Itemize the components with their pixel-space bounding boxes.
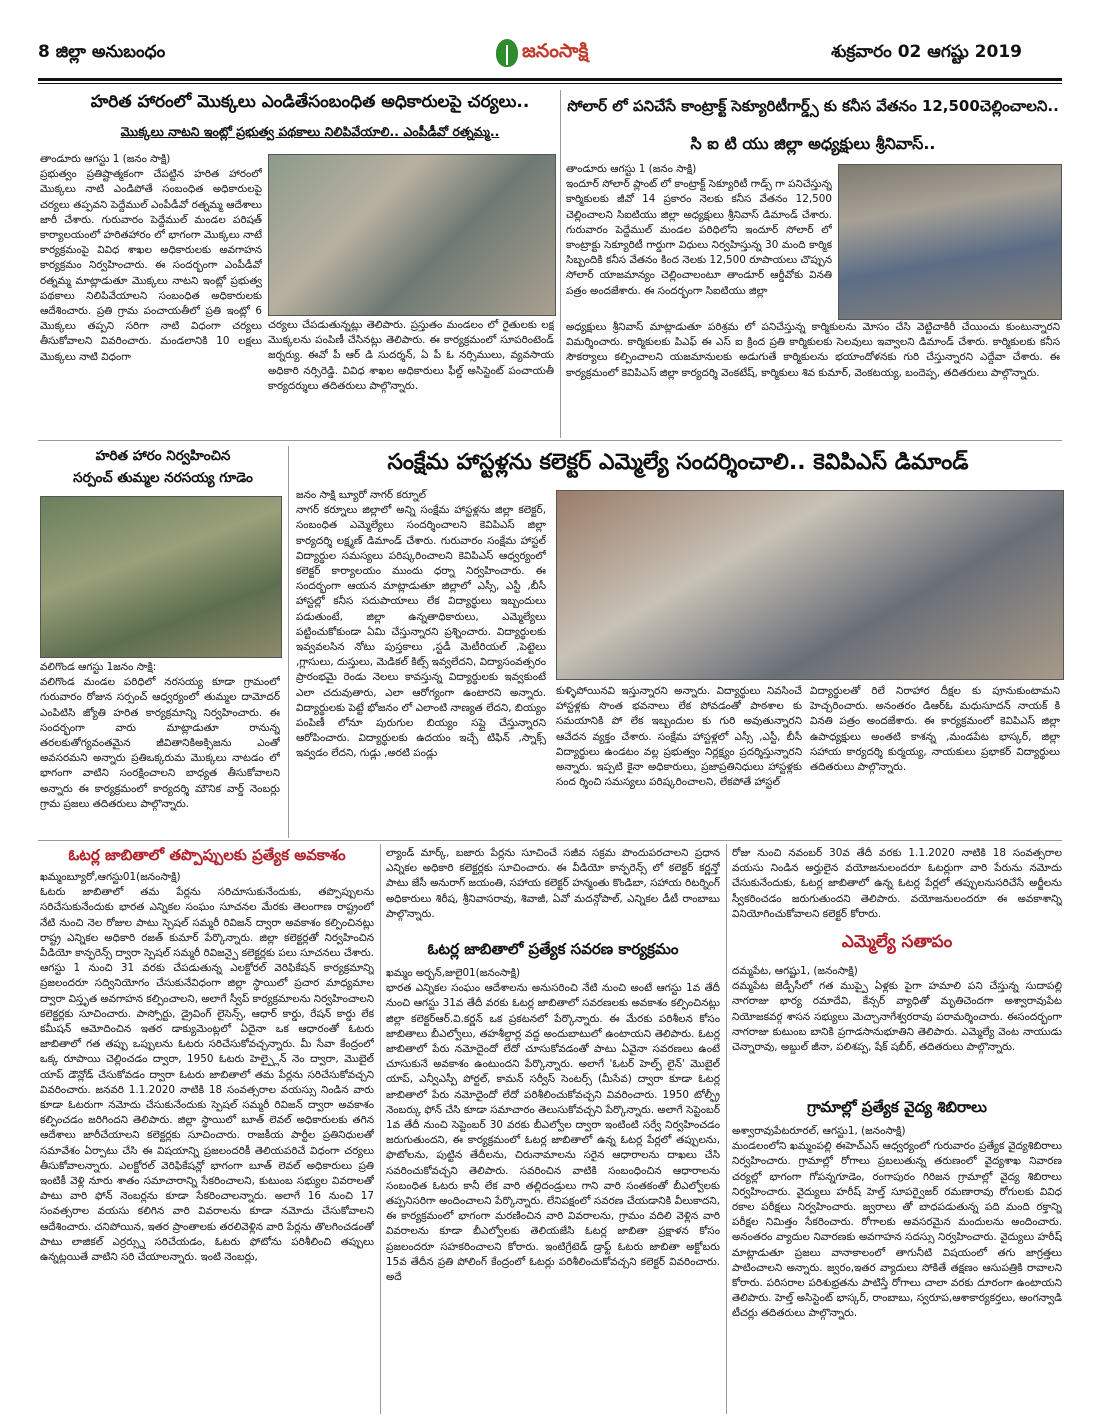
- article1-headline: హరిత హారంలో మొక్కలు ఎండితేసంబంధిత అధికారులపై చర్యలు..: [90, 92, 530, 112]
- column-divider: [380, 844, 381, 1414]
- article5-headline: ఓటర్ల జాబితాలో తప్పొప్పులకు ప్రత్యేక అవకాశం: [68, 846, 346, 864]
- article4-headline: సంక్షేమ హాస్టళ్లను కలెక్టర్ ఎమ్మెల్యే సందర్శించాలి.. కెవిపిఎస్ డిమాండ్: [387, 450, 969, 475]
- column-divider: [560, 90, 561, 438]
- newspaper-logo: [496, 36, 636, 70]
- article2-headline: సోలార్ లో పనిచేసే కాంట్రాక్ట్ సెక్యూరిటీగార్డ్స్ కు కనీస వేతనం 12,500చెల్లించాలని..: [567, 97, 1059, 115]
- article6-headline: ఓటర్ల జాబితాలో ప్రత్యేక సవరణ కార్యక్రమం: [427, 940, 679, 958]
- article3-photo: [40, 496, 282, 658]
- article4-col1: జనం సాక్షి బ్యూరో నాగర్ కర్నూల్ నాగర్ కర్నూలు జిల్లాలో అన్ని సంక్షేమ హాస్టళ్లను జిల్లా కలెక్టర్, సంబంధిత ఎమ్మెల్యేలు సందర్శించాలని కెవిపిఎస్ జిల్లా కార్యదర్శి లక్ష్మణ్ డిమాండ్ చేశారు. గురువారం సంక్షేమ హాస్టల్ విద్యార్థుల సమస్యలు పరిష్కరించాలని కెవిపిఎస్ ఆధ్వర్యంలో కలెక్టర్ కార్యాలయం ముందు ధర్నా నిర్వహించారు. ఈ సందర్భంగా ఆయన మాట్లాడుతూ జిల్లాలో ఎస్సీ, ఎస్టీ ,బీసీ హాస్టల్లో కనీస సదుపాయాలు లేక విద్యార్థులు ఇబ్బందులు పడుతుంటే, జిల్లా ఉన్నతాధికారులు, ఎమ్మెల్యేలు పట్టించుకోకుండా ఏమి చేస్తున్నారని ప్రశ్నించారు. విద్యార్థులకు ఇవ్వవలసిన నోటు పుస్తకాలు ,స్టడీ మెటీరియల్ ,పెట్టెలు ,గ్లాసులు, దుస్తులు, మెడికల్ కిట్స్ ఇవ్వలేదని, విద్యాసంవత్సరం ప్రారంభమై రెండు నెలలు కావస్తున్న విద్యార్థులకు ఇవ్వకుంటే ఎలా చదువుతారు, ఎలా ఆరోగ్యంగా ఉంటారని అన్నారు. విద్యార్థులకు పెట్టే భోజనం లో ఎలాంటి నాణ్యత లేదని, బియ్యం పంపిణీ లోనూ పురుగుల బియ్యం సప్లై చేస్తున్నారని ఆరోపించారు. విద్యార్థులకు ఉదయం ఇచ్చే టిఫిన్ ,స్నాక్స్ ఇవ్వడం లేదని, గుడ్లు ,అరటి పండ్లు: [296, 489, 546, 760]
- article7-intro: రోజు నుంచి నవంబర్ 30వ తేదీ వరకు 1.1.2020 నాటికి 18 సంవత్సరాల వయసు నిండిన అర్హులైన వయోజనులందరూ ఓటర్లుగా వారి పేరును నమోదు చేసుకునేందుకు, ఓటర్ల జాబితాలో ఉన్న ఓటర్ల పేర్లలో తప్పులనుసరిచేసే అర్జీలను స్వీకరించడం జరుగుతుందని తెలిపారు. వయోజనులందరూ ఈ అవకాశాన్ని వినియోగించుకోవాలని కలెక్టర్ కోరారు.: [732, 847, 1062, 920]
- column-divider: [288, 446, 289, 838]
- section-divider: [38, 440, 1062, 441]
- article1-subhead: మొక్కలు నాటని ఇంట్లో ప్రభుత్వ పథకాలు నిలిపివేయాలి.. ఎంపీడీవో రత్నమ్మ..: [120, 124, 500, 139]
- article3-body: వలిగొండ ఆగస్టు 1జనం సాక్షి: వలిగొండ మండల పరిధిలో నరసయ్య కూడా గ్రామంలో గురువారం రోజున సర్పంచ్ ఆధ్వర్యంలో తుమ్మల దామోదర్ ఎంపిటిసి జ్యోతి హరిత కార్యక్రమాన్ని నిర్వహించారు. ఈ సందర్భంగా వారు మాట్లాడుతూ రానున్న తరలకుతోగ్యవంతమైన జీవితానికిఅక్సిజను ఎంతో అవసరమని అన్నారు ప్రతిఒక్కరుమ మొక్కలు నాటడం లో భాగంగా వాటిని సంరక్షించాలని బాధ్యత తీసుకోవాలని అన్నారు ఈ కార్యక్రమంలో కార్యదర్శి మౌనిక వార్డ్ నెంబర్లు గ్రామ ప్రజలు తదితరులు పాల్గొన్నారు.: [40, 661, 280, 810]
- leaf-icon: [496, 39, 518, 67]
- article5-body: ఖమ్మంబ్యూరో,ఆగస్టు01(జనంసాక్షి) ఓటరు జాబితాలో తమ పేర్లను సరిచూసుకునేందుకు, తప్పొప్పులను సరిచేసుకునేందుకు భారత ఎన్నికల సంఘం సూచనల మేరకు తెలంగాణ రాష్ట్రంలో నేటి నుంచి నెల రోజుల పాటు స్పెషల్ సమ్మరీ రివిజన్ ద్వారా అవకాశం కల్పించినట్లు రాష్ట్ర ఎన్నికల అధికారి రజత్ కుమార్ పేర్కొన్నారు. జిల్లా కలెక్టర్లతో నిర్వహించిన వీడియో కాన్ఫరెన్స్ ద్వారా స్పెషల్ సమ్మరీ రివిజన్పై కలెక్టర్లకు పలు సూచనలు చేశారు. ఆగస్టు 1 నుంచి 31 వరకు చేపడుతున్న ఎలక్టోరల్ వెరిఫికేషన్ కార్యక్రమాన్ని ప్రజలందరూ సద్వినియోగం చేసుకునేవిధంగా జిల్లా స్థాయిలో ప్రచార మాధ్యమాల ద్వారా విస్తృత అవగాహన కల్పించాలని, అలాగే స్వీప్ కార్యక్రమాలను నిర్వహించాలని కలెక్టర్లకు సూచించారు. పాస్పోర్టు, డ్రైవింగ్ లైసెన్స్, ఆధార్ కార్డు, రేషన్ కార్డు లేక కమీషన్ ఆమోదించిన ఇతర డాక్యుమెంట్లలో ఏదైనా ఒక ఆధారంతో ఓటరు జాబితాలో గత తప్పు ఒప్పులను ఓటరు సరిచేసుకోవచ్చన్నారు. మీ సేవా కేంద్రంలో ఒక్క రూపాయి చెల్లించడం ద్వారా, 1950 ఓటరు హెల్ప్లైన్ నెం ద్వారా, మొబైల్ యాప్ డౌన్లోడ్ చేసుకోవడం ద్వారా ఓటరు జాబితాలో తమ పేర్లను సరిచేసుకోవచ్చని వివరించారు. జనవరి 1.1.2020 నాటికి 18 సంవత్సరాల వయస్సు నిండిన వారు కూడా ఓటరుగా నమోదు చేసుకునేందుకు స్పెషల్ సమ్మరీ రివిజన్ ద్వారా అవకాశం కల్పించడం జరిగిందని తెలిపారు. జిల్లా స్థాయిలో బూత్ లెవల్ అధికారులకు తగిన ఆదేశాలు జారీచేయాలని కలెక్టర్లకు సూచించారు. రాజకీయ పార్టీల ప్రతినిధులతో సమావేశం ఏర్పాటు చేసి ఈ విషయాన్ని ప్రజలందరికీ తెలియపరిచే విధంగా చర్యలు తీసుకోవాలన్నారు. ఎలక్టోరల్ వెరిఫికేషన్లో భాగంగా బూత్ లెవల్ అధికారులు ప్రతి ఇంటికీ వెళ్లి నూరు శాతం సమాచారాన్ని సేకరించాలని, కుటుంబ సభ్యుల వివరాలతో పాటు వారి ఫోన్ నెంబర్లను కూడా సేకరించాలన్నారు. అలాగే 16 నుంచి 17 సంవత్సరాల వయసు కలిగిన వారి వివరాలను కూడా నమోదు చేసుకోవాలని ఆదేశించారు. చనిపోయిన, ఇతర ప్రాంతాలకు తరలివెళ్లిన వారి పేర్లను తొలగించడంతో పాటు లాజికల్ ఎర్రర్స్ను సరిచేయడం, ఓటరు ఫోటోను పరిశీలించి తప్పులు ఉన్నట్లయితే వాటిని సరి చేయాలన్నారు. ఇంటి నెంబర్లు,: [40, 871, 374, 1264]
- article4-photo: [556, 490, 1064, 680]
- page-label: 8 జిల్లా అనుబంధం: [38, 42, 166, 62]
- article2-col1: తాండూరు ఆగస్టు 1 (జనం సాక్షి) ఇందూర్ సోలార్ ప్లాంట్ లో కాంట్రాక్ట్ సెక్యూరిటీ గాడ్స్ గా పనిచేస్తున్న కార్మికులకు జీవో 14 ప్రకారం నెలకు కనీస వేతనం 12,500 చెల్లించాలని సిఐటియు జిల్లా అధ్యక్షులు శ్రీనివాస్ డిమాండ్ చేశారు. గురువారం పెద్దేముల్ మండల పరిధిలోని ఇందూర్ సోలార్ లో కాంట్రాక్టు సెక్యూరిటీ గార్డుగా విధులు నిర్వహిస్తున్న 30 మంది కార్మిక సిబ్బందికి కనీస వేతనం కింద నెలకు 12,500 రూపాయలు చొప్పున సోలార్ యాజమాన్యం చెల్లించాలంటూ తాండూర్ ఆర్డీవోకు వినతి పత్రం అందజేశారు. ఈ సందర్భంగా సిఐటియు జిల్లా: [566, 163, 832, 297]
- article3-headline-line1: హరిత హారం నిర్వహించిన: [95, 448, 231, 464]
- article6-body: ఖమ్మం అర్బన్,జులై01(జనంసాక్షి) భారత ఎన్నికల సంఘం ఆదేశాలను అనుసరించి నేటి నుంచి అంటే ఆగస్టు 1వ తేదీ నుంచి ఆగస్టు 31వ తేదీ వరకు ఓటర్ల జాబితాలో సవరణలకు అవకాశం కల్పించినట్లు జిల్లా కలెక్టర్ఆర్.వి.కర్ణన్ ఒక ప్రకటనలో పేర్కొన్నారు. ఈ మేరకు పరిశీలన కోసం జాబితాలు బీఎల్వోలు, తహశీల్దార్ల వద్ద అందుబాటులో ఉంటాయని తెలిపారు. ఓటర్ల జాబితాలో పేరు నమోదైందో లేదో చూసుకోవడంతో పాటు ఏవైనా సవరణలు ఉంటే చూసుకునే అవకాశం ఉంటుందని పేర్కొన్నారు. అలాగే 'ఓటర్ హెల్ప్ లైన్' మొబైల్ యాప్, ఎన్వీఎస్పీ పోర్టల్, కామన్ సర్వీస్ సెంటర్స్ (మీసేవ) ద్వారా కూడా ఓటర్ల జాబితాలో పేరు నమోదైందో లేదో పరిశీలించుకోవచ్చని వివరించారు. 1950 టోల్ఫ్రీ నెంబర్కు ఫోన్ చేసి కూడా సమాచారం తెలుసుకోవచ్చని పేర్కొన్నారు. అలాగే సెప్టెంబర్ 1వ తేదీ నుంచి సెప్టెంబర్ 30 వరకు బీఎల్వోల ద్వారా ఇంటింటి సర్వే నిర్వహించడం జరుగుతుందని, ఈ కార్యక్రమంలో ఓటర్ల జాబితాలో ఉన్న ఓటర్ల పేర్లలో తప్పులను, ఫొటోలను, పుట్టిన తేదీలను, చిరునామాలను సరైన ఆధారాలను దాఖలు చేసి సవరించుకోవచ్చని తెలిపారు. సవరించిన వాటికి సంబంధించిన ఆధారాలను సంబంధిత ఓటరు కానీ లేక వారి తల్లిదండ్రులు గాని వారి సంతకంతో బీఎల్వోలకు తప్పనిసరిగా అందించాలని పేర్కొన్నారు. లేనిపక్షంలో సవరణ చేయడానికి వీలుకాదని, ఈ కార్యక్రమంలో భాగంగా మరణించిన వారి వివరాలను, గ్రామం వదిలి వెళ్లిన వారి వివరాలను కూడా బీఎల్వోలకు తెలియజేసి ఓటర్ల జాబితా ప్రక్షాళన కోసం ప్రజలందరూ సహకరించాలని కోరారు. ఇంటిగ్రేటెడ్ డ్రాఫ్ట్ ఓటరు జాబితా అక్టోబరు 15వ తేదీన ప్రతి పోలింగ్ కేంద్రంలో ఓటర్లు పరిశీలించుకోవచ్చని కలెక్టర్ వివరించారు. అదే: [386, 967, 720, 1284]
- column-divider: [726, 844, 727, 1414]
- issue-date: శుక్రవారం 02 ఆగష్టు 2019: [831, 42, 1022, 62]
- article6-intro: ల్యాండ్ మార్క్, బజారు పేర్లను సూచించే సజీవ సక్రమ పొందుపరచాలని ప్రధాన ఎన్నికల అధికారి కలెక్టర్లకు సూచించారు. ఈ వీడియో కాన్ఫరెన్స్ లో కలెక్టర్ కర్ణన్తో పాటు జేసీ అనురాగ్ జయంతి, సహాయ కలెక్టర్ హన్మంతు కొండిబా, సహాయ రిటర్నింగ్ అధికారులు శిరీష, శ్రీనివాసరావు, శివాజీ, ఏవో మదన్గోపాల్, ఎన్నికల డీటీ రాంబాబు పాల్గొన్నారు.: [386, 847, 720, 920]
- article1-photo: [268, 154, 556, 316]
- article3-headline-line2: సర్పంచ్ తుమ్మల నరసయ్య గూడెం: [73, 470, 253, 486]
- article7-body: దమ్మపేట, ఆగష్టు1, (జనంసాక్షి) దమ్మపేట జెడ్పీసీలో గత ముప్పై ఏళ్లకు పైగా హమాలి పని చేస్తున్న సుదాపల్లి నాగరాజు భార్య రమాదేవి, కేన్సర్ వ్యాధితో మృతిచెందగా అశ్వారావుపేట నియోజకవర్గ శాసన సభ్యులు మెచ్చానాగేశ్వరరావు పరామర్శించారు. ఈసందర్భంగా నాగరాజు కుటుంబ బానికి ప్రగాడసానుభూతిని తెలిపారు. ఎమ్మెల్యే వెంట నాయుడు చెన్నారావు, అబ్దుల్ జీనా, పలిశప్ప, షేక్ షబీర్, తదితరులు పాల్గొన్నారు.: [732, 965, 1062, 1054]
- article8-headline: గ్రామాల్లో ప్రత్యేక వైద్య శిబిరాలు: [807, 1098, 987, 1116]
- section-divider: [38, 840, 1062, 841]
- logo-text: జనంసాక్షి: [522, 39, 589, 62]
- article4-col3: విద్యార్థులతో రిలే నిరాహార దీక్షల కు పూనుకుంటామని హెచ్చరించారు. అనంతరం డిఆర్ఓ మధుసూదన్ నాయక్ కి వినతి పత్రం అందజేశారు. ఈ కార్యక్రమంలో కెవిపిఎస్ జిల్లా ఉపాధ్యక్షులు అంతటి కాశన్న ,మండపేట భాస్కర్, జిల్లా సహాయ కార్యదర్శి కుర్మయ్య, నాయకులు ప్రభాకర్ విద్యార్థులు తదితరులు పాల్గొన్నారు.: [810, 685, 1060, 774]
- article8-body: అశ్వారావుపేటరూరల్, ఆగస్టు1, (జనంసాక్షి) మండలంలోని ఖమ్మంపల్లి ఈహెచ్ఎస్ ఆధ్వర్యంలో గురువారం ప్రత్యేక వైద్యశిబిరాలు నిర్వహించారు. గ్రామాల్లో రోగాలు ప్రబలుతున్న తరుణంలో వైద్యశాఖ నివారణ చర్యల్లో భాగంగా గోపన్నగూడెం, రంగాపురం గిరిజన గ్రామాల్లో వైద్య శిబిరాలు నిర్వహించారు. వైద్యులు హరీష్ హెల్త్ సూపర్వైజర్ రమణారావు రోగులకు వివిధ రకాల పరీక్షలు నిర్వహించారు. జ్వరాలు తో బాధపడుతున్న పది మంది రక్తాన్ని పరీక్షల నిమిత్తం సేకరించారు. రోగాలకు అవసరమైన మందులను అందించారు. అనంతరం వ్యాదుల నివారణకు అవగాహన సదస్సు నిర్వహించారు. వైద్యులు హరీష్ మాట్లాడుతూ ప్రజలు వానాకాలంలో తాగునీటి విషయంలో తగు జాగ్రత్తలు పాటించాలని అన్నారు. జ్వరం,ఇతర వ్యాదులు సోకితే తక్షణం ఆసుపత్రికి రావాలని కోరారు. పరిసరాల పరిశుభ్రతను పాటిస్తే రోగాలు చాలా వరకు దూరంగా ఉంటాయని తెలిపారు. హెల్త్ అసిస్టెంట్ భాస్కర్, రాంబాబు, స్వరూప,ఆశాకార్యకర్తలు, అంగన్వాడి టీచర్లు తదితరులు పాల్గొన్నారు.: [732, 1125, 1062, 1320]
- masthead-rule-thin: [38, 83, 1062, 84]
- article1-col2: చర్యలు చేపడుతున్నట్లు తెలిపారు. ప్రస్తుతం మండలం లో రైతులకు లక్ష మొక్కలను పంపిణీ చేసినట్లు తెలిపారు. ఈ కార్యక్రమంలో సూపరింటెండ్ జర్నర్యు. ఈవో పీ ఆర్ డి సుదర్శన్, ఏ పీ ఓ నర్సిములు, వ్యవసాయ అధికారి నర్సిరెడ్డి. వివిధ శాఖల అధికారులు ఫీల్డ్ అసిస్టెంట్ పంచాయతీ కార్యదర్శులు తదితరులు పాల్గొన్నారు.: [268, 319, 554, 392]
- article7-headline: ఎమ్మెల్యే సతాపం: [841, 932, 953, 952]
- article1-col1: తాండూరు ఆగస్టు 1 (జనం సాక్షి) ప్రభుత్వం ప్రతిష్టాత్మకంగా చేపట్టిన హరిత హారంలో మొక్కలు నాటి ఎండిపోతే సంబంధిత అధికారులపై చర్యలు తప్పవని పెద్దేముల్ ఎంపీడీవో రత్నమ్మ ఆదేశాలు జారీ చేశారు. గురువారం పెద్దేముల్ మండల పరిషత్ కార్యాలయంలో హరితహారం లో భాగంగా మొక్కలు నాటే కార్యక్రమంపై వివిధ శాఖల అధికారులకు అవగాహన కార్యక్రమం నిర్వహించారు. ఈ సందర్భంగా ఎంపీడీవో రత్నమ్మ మాట్లాడుతూ మొక్కలు నాటని ఇంట్లో ప్రభుత్వ పథకాలు నిలిపివేయాలని సంబంధిత అధికారులకు ఆదేశించారు. ప్రతి గ్రామ పంచాయతీలో ప్రతి ఇంట్లో 6 మొక్కలు తప్పని సరిగా నాటి విధంగా చర్యలు తీసుకోవాలని వివరించారు. మండలానికి 10 లక్షలు మొక్కలు నాటి విధంగా: [40, 153, 262, 363]
- article2-subhead: సి ఐ టి యు జిల్లా అధ్యక్షులు శ్రీనివాస్..: [690, 134, 936, 153]
- article4-col2: కుళ్ళిపోయినవి ఇస్తున్నారని అన్నారు. విద్యార్థులు నివసించే హాస్టళ్లకు సొంత భవనాలు లేక పోవడంతో పాఠశాల కు సమయానికి పో లేక ఇబ్బందుల కు గురి అవుతున్నారని ఆవేదన వ్యక్తం చేశారు. సంక్షేమ హాస్టళ్లలో ఎస్సీ ,ఎస్టీ, బీసీ విద్యార్థులు ఉండటం వల్ల ప్రభుత్వం నిర్లక్ష్యం ప్రదర్శిస్తున్నారని అన్నారు. ఇప్పటి కైనా అధికారులు, ప్రజాప్రతినిధులు హాస్టళ్లకు సంద ర్శించి సమస్యలు పరిష్కరించాలని, లేకపోతే హాస్టల్: [556, 685, 802, 789]
- article2-photo: [838, 164, 1062, 320]
- article2-col2: అధ్యక్షులు శ్రీనివాస్ మాట్లాడుతూ పరిశ్రమ లో పనిచేస్తున్న కార్మికులను మోసం చేసి వెట్టిచాకిరీ చేయించు కుంటున్నారని విమర్శించారు. కార్మికులకు పిఎఫ్ ఈ ఎస్ ఐ క్రింద ప్రతి కార్మికులకు సెలవులు ఇవ్వాలని డిమాండ్ చేశారు. కార్మికులకు కనీస సౌకర్యాలు కల్పించాలని యజమానులకు అడుగుతే కార్మికులను భయాందోళనకు గురి చేస్తున్నారని ఎద్దేవా చేశారు. ఈ కార్యక్రమంలో కెవిపిఎస్ జిల్లా కార్యదర్శి వెంకటేష్, కార్మికులు శివ కుమార్, వెంకటయ్య, బందెప్ప, తదితరులు పాల్గొన్నారు.: [566, 321, 1060, 379]
- masthead-rule: [38, 78, 1062, 81]
